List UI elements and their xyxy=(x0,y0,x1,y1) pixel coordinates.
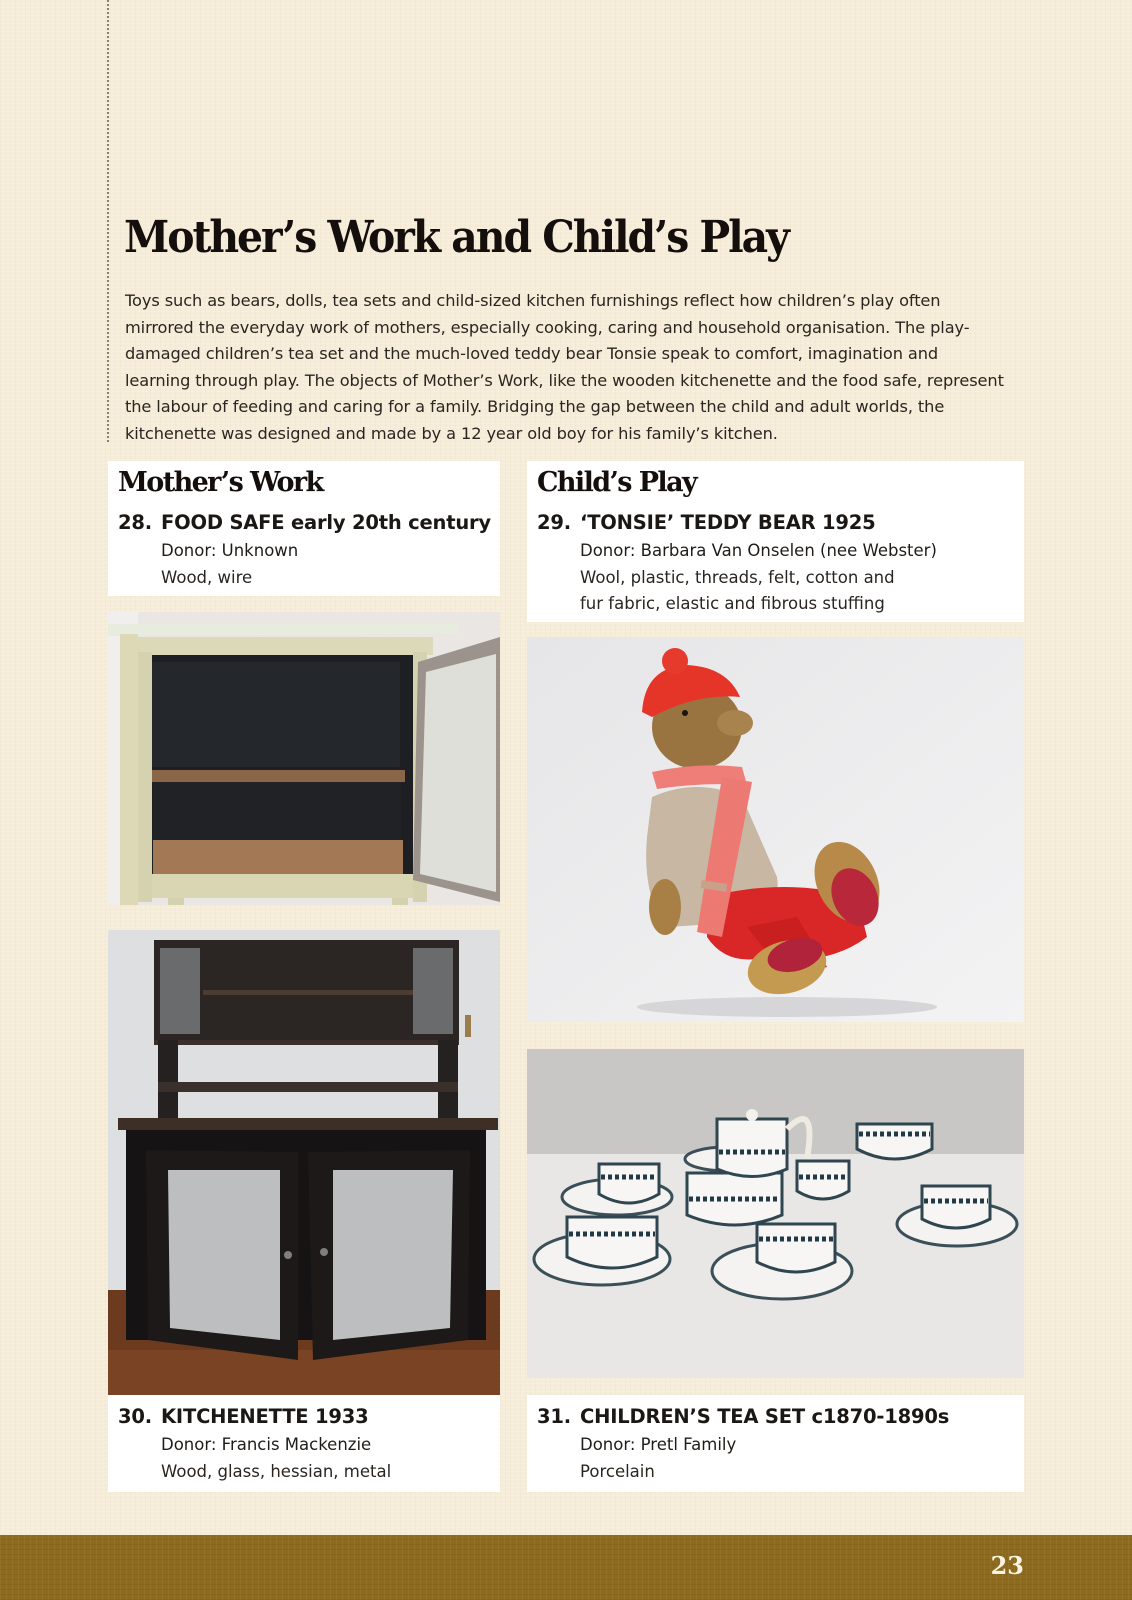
item-number: 29. xyxy=(537,511,571,534)
item-title xyxy=(118,511,491,534)
item-number: 28. xyxy=(118,511,152,534)
item-materials: fur fabric, elastic and fibrous stuffing xyxy=(580,594,885,613)
tea-set-photo xyxy=(527,1049,1024,1378)
page-number: 23 xyxy=(990,1551,1024,1580)
item-donor: Donor: Unknown xyxy=(161,541,299,560)
item-title xyxy=(118,1405,369,1428)
item-donor: Donor: Francis Mackenzie xyxy=(161,1435,372,1454)
item-name: CHILDREN’S TEA SET c1870-1890s xyxy=(580,1405,950,1428)
item-number: 31. xyxy=(537,1405,571,1428)
item-title xyxy=(537,1405,949,1428)
item-donor: Donor: Barbara Van Onselen (nee Webster) xyxy=(580,541,937,560)
item-materials: Porcelain xyxy=(580,1462,655,1481)
footer-band xyxy=(0,1535,1132,1600)
item-card-kitchenette xyxy=(108,1395,500,1492)
item-donor: Donor: Pretl Family xyxy=(580,1435,737,1454)
item-card-food-safe xyxy=(108,461,500,596)
food-safe-photo xyxy=(108,612,500,905)
item-card-teddy-bear xyxy=(527,461,1024,622)
item-title xyxy=(537,511,875,534)
item-name: FOOD SAFE early 20th century xyxy=(161,511,491,534)
page-title: Mother’s Work and Child’s Play xyxy=(124,212,788,263)
item-materials: Wool, plastic, threads, felt, cotton and xyxy=(580,568,895,587)
section-heading-mothers-work: Mother’s Work xyxy=(118,467,323,498)
item-number: 30. xyxy=(118,1405,152,1428)
dotted-margin-rule xyxy=(107,0,109,442)
item-materials: Wood, glass, hessian, metal xyxy=(161,1462,392,1481)
section-heading-childs-play: Child’s Play xyxy=(537,467,697,498)
teddy-bear-photo xyxy=(527,637,1024,1022)
item-name: ‘TONSIE’ TEDDY BEAR 1925 xyxy=(580,511,876,534)
item-name: KITCHENETTE 1933 xyxy=(161,1405,369,1428)
intro-paragraph: Toys such as bears, dolls, tea sets and child-sized kitchen furnishings reflect how children’s play often mirrored the everyday work of mothers, especially cooking, caring and household organisation. The play-damaged children’s tea set and the much-loved teddy bear Tonsie speak to comfort, imagination and learning through play. The objects of Mother’s Work, like the wooden kitchenette and the food safe, represent the labour of feeding and caring for a family. Bridging the gap between the child and adult worlds, the kitchenette was designed and made by a 12 year old boy for his family’s kitchen. xyxy=(125,291,1004,443)
kitchenette-photo xyxy=(108,930,500,1395)
item-card-tea-set xyxy=(527,1395,1024,1492)
item-materials: Wood, wire xyxy=(161,568,253,587)
